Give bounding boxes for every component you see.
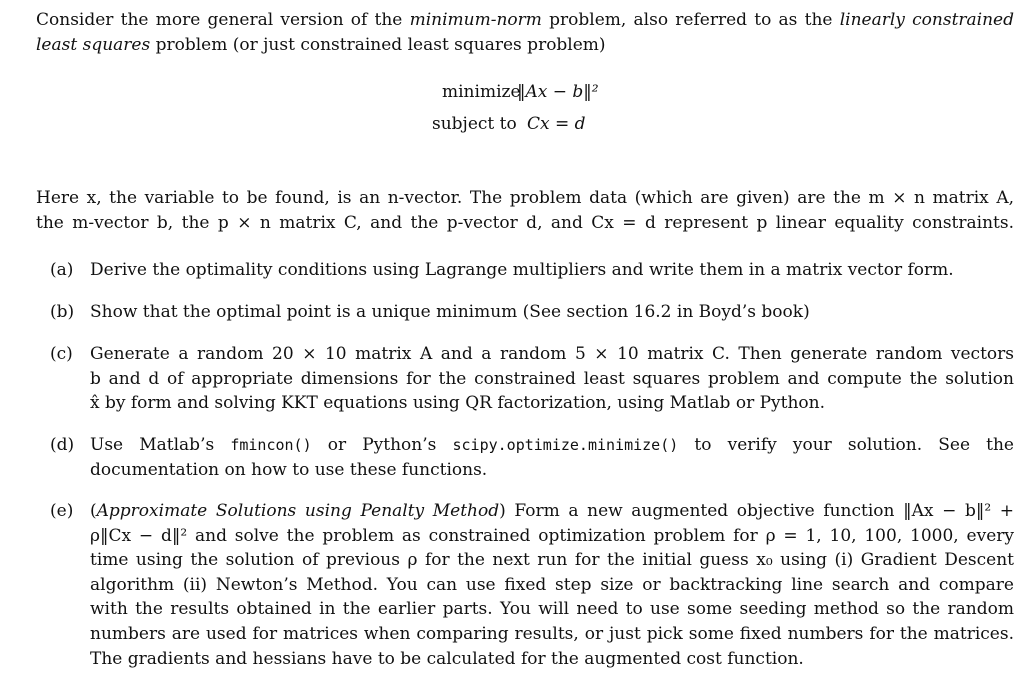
item-line: ρ‖Cx − d‖² and solve the problem as constrained optimization problem for ρ = 1, 10, 100, 1000, every [90,525,1014,546]
item-line: numbers are used for matrices when comparing results, or just pick some fixed numbers for the matrices. [90,623,1014,644]
intro-line-2: least squares problem (or just constrained least squares problem) [36,34,606,55]
description-line-1: Here x, the variable to be found, is an n-vector. The problem data (which are given) are the m × n matrix A, [36,188,1014,208]
item-label: (a) [50,260,74,280]
description-line-2: the m-vector b, the p × n matrix C, and the p-vector d, and Cx = d represent p linear equality constraints. [36,212,1014,233]
scipy-minimize-code: scipy.optimize.minimize() [452,436,679,454]
question-list [36,0,1014,675]
constraint-line: subject to Cx = d [432,114,586,134]
item-line: with the results obtained in the earlier parts. You will need to use some seeding method so the random [90,599,1014,620]
item-line: x̂ by form and solving KKT equations using QR factorization, using Matlab or Python. [90,393,826,414]
item-title: Approximate Solutions using Penalty Method [96,501,500,521]
item-line: b and d of appropriate dimensions for the constrained least squares problem and compute the solution [90,368,1014,389]
item-line: Generate a random 20 × 10 matrix A and a random 5 × 10 matrix C. Then generate random vectors [90,344,1014,364]
item-line: time using the solution of previous ρ for the next run for the initial guess x₀ using (i) Gradient Descent [90,550,1014,571]
item-line: algorithm (ii) Newton’s Method. You can use fixed step size or backtracking line search and compare [90,574,1014,595]
item-label: (d) [50,435,75,455]
item-label: (b) [50,302,75,322]
item-label: (c) [50,344,73,364]
item-line: The gradients and hessians have to be calculated for the augmented cost function. [90,648,804,669]
item-line: documentation on how to use these functions. [90,459,488,480]
item-line: (Approximate Solutions using Penalty Method) Form a new augmented objective function ‖Ax − b‖² + [90,501,1014,521]
intro-line-1: Consider the more general version of the minimum-norm problem, also referred to as the linearly constrained [36,10,1014,30]
objective-line: minimize ‖Ax − b‖² [442,82,599,102]
item-line: Use Matlab’s fmincon() or Python’s scipy.optimize.minimize() to verify your solution. See the [90,435,1014,455]
item-label: (e) [50,501,74,521]
fmincon-code: fmincon() [230,436,312,454]
item-line: Show that the optimal point is a unique minimum (See section 16.2 in Boyd’s book) [90,302,810,322]
item-line: Derive the optimality conditions using Lagrange multipliers and write them in a matrix vector form. [90,260,954,280]
